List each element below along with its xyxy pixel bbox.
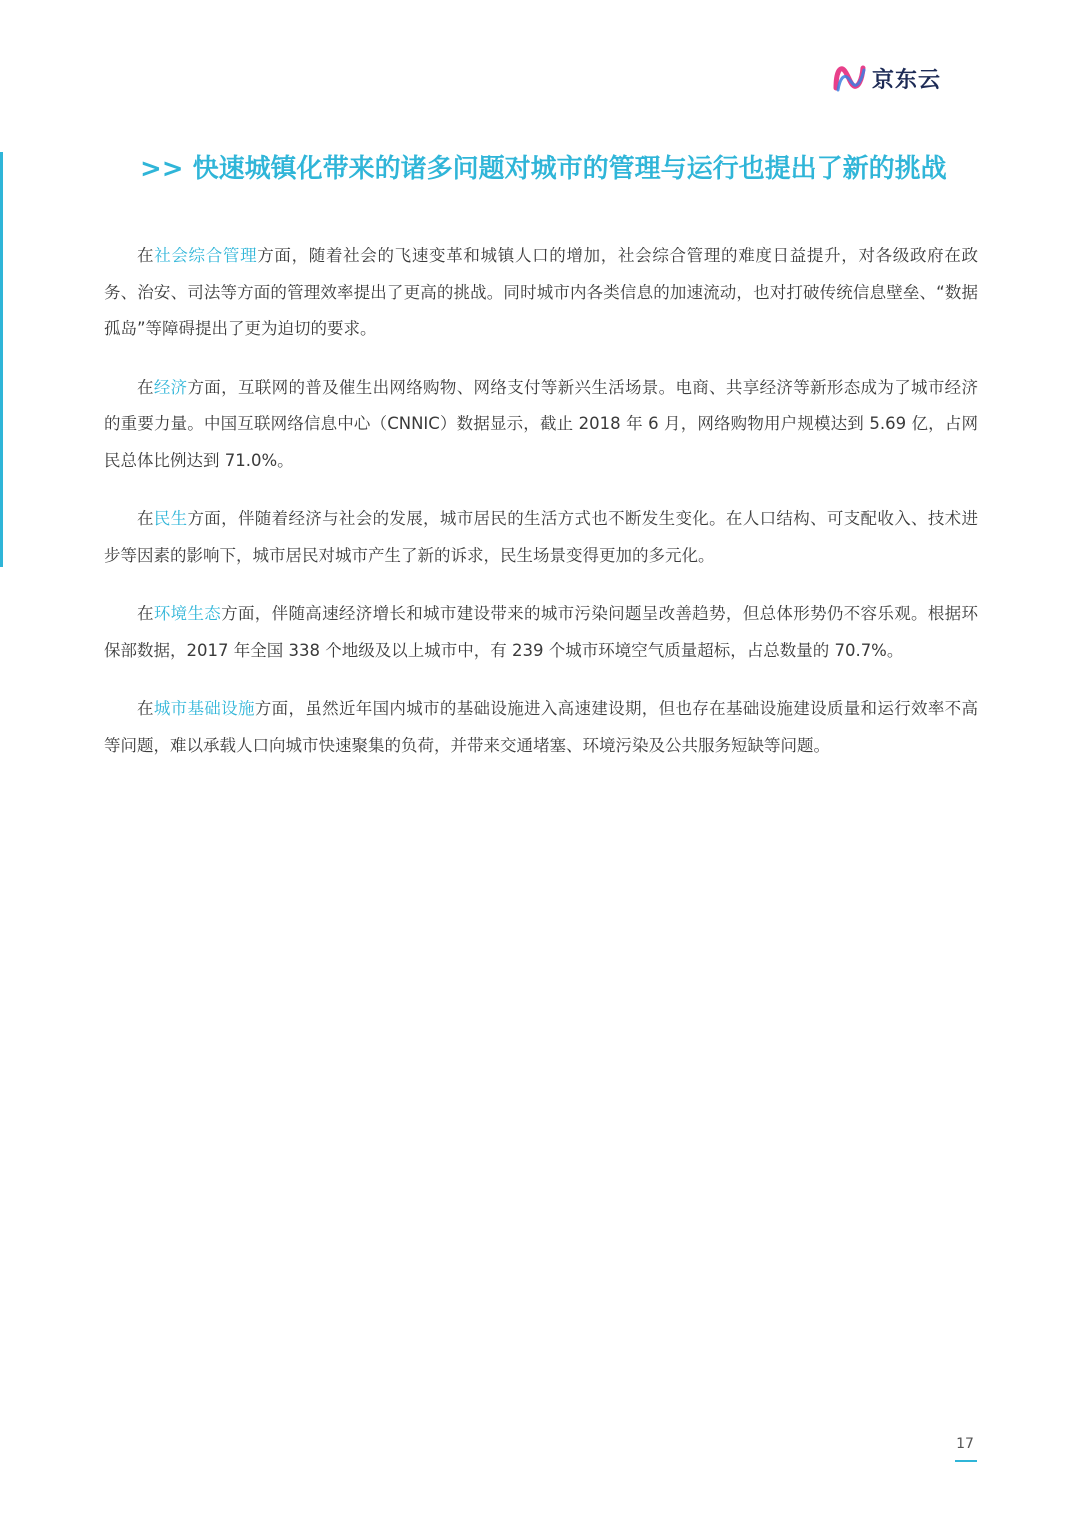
paragraph-livelihood	[104, 501, 978, 574]
jd-cloud-logo	[832, 62, 941, 94]
paragraph-text: 方面，伴随着经济与社会的发展，城市居民的生活方式也不断发生变化。在人口结构、可支配收入、技术进步等因素的影响下，城市居民对城市产生了新的诉求，民生场景变得更加的多元化。	[104, 509, 979, 565]
paragraph-social-management	[104, 238, 978, 348]
keyword-highlight: 社会综合管理	[154, 246, 258, 265]
body-text	[104, 238, 978, 786]
paragraph-prefix: 在	[137, 699, 154, 718]
logo-text: 京东云	[872, 67, 942, 93]
paragraph-text: 方面，伴随高速经济增长和城市建设带来的城市污染问题呈改善趋势，但总体形势仍不容乐观。根据环保部数据，2017 年全国 338 个地级及以上城市中，有 239 个城市环境空气质量超标，占总数量的 70.7%。	[104, 604, 979, 660]
section-heading	[104, 150, 984, 188]
section-heading-text: >> 快速城镇化带来的诸多问题对城市的管理与运行也提出了新的挑战	[140, 154, 947, 184]
page-number-underline	[955, 1460, 977, 1462]
paragraph-text: 方面，虽然近年国内城市的基础设施进入高速建设期，但也存在基础设施建设质量和运行效率不高等问题，难以承载人口向城市快速聚集的负荷，并带来交通堵塞、环境污染及公共服务短缺等问题。	[104, 699, 979, 755]
keyword-highlight: 环境生态	[153, 604, 222, 623]
left-accent-bar	[0, 152, 3, 567]
paragraph-prefix: 在	[137, 604, 154, 623]
jd-cloud-logo-icon	[832, 62, 868, 94]
keyword-highlight: 民生	[153, 509, 188, 528]
paragraph-prefix: 在	[137, 509, 154, 528]
paragraph-text: 方面，随着社会的飞速变革和城镇人口的增加，社会综合管理的难度日益提升，对各级政府在政务、治安、司法等方面的管理效率提出了更高的挑战。同时城市内各类信息的加速流动，也对打破传统信息壁垒、“数据孤岛”等障碍提出了更为迫切的要求。	[104, 246, 979, 338]
paragraph-prefix: 在	[137, 246, 155, 265]
keyword-highlight: 经济	[153, 377, 188, 397]
paragraph-environment	[104, 596, 978, 669]
paragraph-text: 方面，互联网的普及催生出网络购物、网络支付等新兴生活场景。电商、共享经济等新形态成为了城市经济的重要力量。中国互联网络信息中心（CNNIC）数据显示，截止 2018 年 6 月，网络购物用户规模达到 5.69 亿，占网民总体比例达到 71.0%。	[104, 377, 979, 470]
keyword-highlight: 城市基础设施	[153, 699, 255, 718]
paragraph-economy	[104, 370, 978, 480]
paragraph-prefix: 在	[137, 377, 154, 397]
paragraph-infrastructure	[104, 691, 978, 764]
page-number: 17	[956, 1436, 974, 1452]
